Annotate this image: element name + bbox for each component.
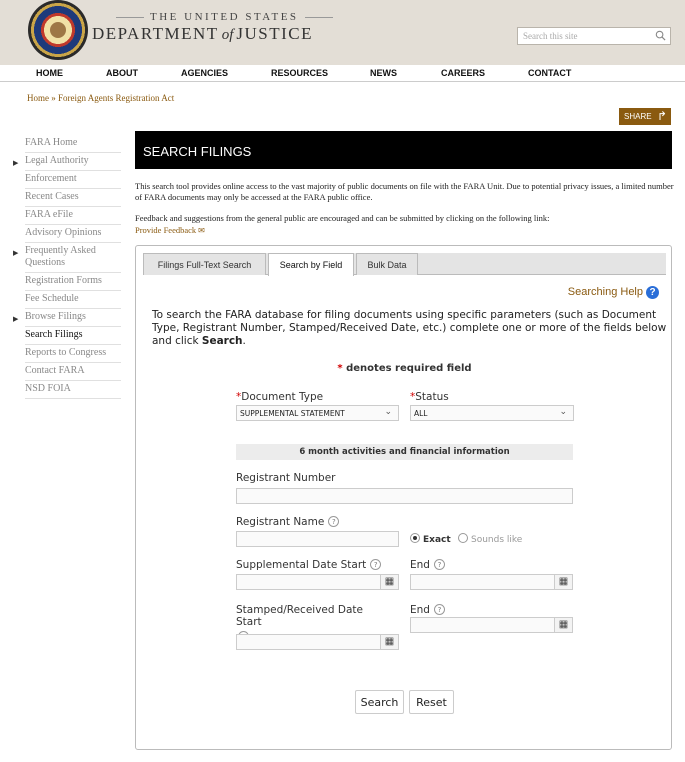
sidebar-item-label: Advisory Opinions [25, 227, 102, 238]
calendar-icon[interactable]: ▦ [554, 574, 573, 590]
nav-news[interactable]: NEWS [370, 68, 397, 78]
registrant-number-input[interactable] [236, 488, 573, 504]
registrant-name-input[interactable] [236, 531, 399, 547]
sidebar-item-nsd-foia[interactable] [25, 381, 121, 399]
sidebar-item-recent-cases[interactable] [25, 189, 121, 207]
search-button[interactable]: Search [355, 690, 404, 714]
help-question-icon: ? [646, 286, 659, 299]
sidebar-item-label: Frequently Asked Questions [25, 245, 96, 268]
breadcrumb[interactable]: Home » Foreign Agents Registration Act [27, 93, 175, 103]
stamped-start-label-text: Stamped/Received Date Start [236, 604, 363, 628]
nav-agencies[interactable]: AGENCIES [181, 68, 229, 78]
sidebar-item-fara-efile[interactable] [25, 207, 121, 225]
calendar-icon[interactable]: ▦ [380, 574, 399, 590]
sidebar-item-label: Search Filings [25, 329, 83, 340]
main-nav [0, 65, 685, 82]
sidebar-item-label: FARA eFile [25, 209, 73, 220]
chevron-down-icon: ⌄ [559, 407, 567, 417]
supplemental-start-label-text: Supplemental Date Start [236, 559, 367, 571]
sidebar-item-advisory-opinions[interactable] [25, 225, 121, 243]
doj-seal-logo[interactable] [28, 0, 88, 60]
required-field-note [136, 363, 673, 374]
searching-help-link[interactable] [568, 286, 659, 299]
site-title-right: JUSTICE [236, 24, 313, 43]
instructions-end: . [242, 335, 246, 347]
document-type-label-text: Document Type [241, 391, 324, 403]
supplemental-start-label [236, 559, 381, 571]
tab-full-text-search[interactable]: Filings Full-Text Search [143, 253, 266, 275]
stamped-start-input[interactable] [236, 634, 381, 650]
sidebar-item-enforcement[interactable] [25, 171, 121, 189]
search-instructions [152, 309, 667, 348]
site-title[interactable] [92, 24, 313, 44]
sidebar-item-reports-to-congress[interactable] [25, 345, 121, 363]
sidebar-item-contact-fara[interactable] [25, 363, 121, 381]
sidebar-item-search-filings[interactable] [25, 327, 121, 345]
sidebar-item-label: Legal Authority [25, 155, 89, 166]
nav-contact[interactable]: CONTACT [528, 68, 572, 78]
tab-search-by-field[interactable]: Search by Field [268, 253, 354, 276]
document-type-value: SUPPLEMENTAL STATEMENT [240, 409, 345, 418]
match-exact-label: Exact [423, 535, 451, 545]
share-arrow-icon: ↱ [656, 109, 667, 123]
calendar-icon[interactable]: ▦ [380, 634, 399, 650]
intro-text: This search tool provides online access to the vast majority of public documents on file with the FARA Unit. Due to potential privacy issues, a limited number of FARA documents may only be accessed at the FARA public office. [135, 181, 674, 202]
tab-bulk-data[interactable]: Bulk Data [356, 253, 418, 275]
instructions-text: To search the FARA database for filing documents using specific parameters (such as Document Type, Registrant Number, Stamped/Received Date, etc.) complete one or more of the fields below and click [152, 309, 667, 347]
site-search-placeholder: Search this site [523, 31, 578, 41]
expand-arrow-icon: ▶ [13, 315, 19, 323]
nav-home[interactable]: HOME [36, 68, 63, 78]
site-title-top: THE UNITED STATES [110, 11, 339, 23]
site-header [0, 0, 685, 65]
expand-arrow-icon: ▶ [13, 159, 19, 167]
feedback-text: Feedback and suggestions from the general public are encouraged and can be submitted by clicking on the following link: [135, 213, 550, 223]
match-sounds-like-label: Sounds like [471, 535, 523, 545]
registrant-number-label: Registrant Number [236, 472, 336, 484]
registrant-name-label [236, 516, 339, 528]
sidebar [13, 135, 121, 399]
sidebar-item-label: Contact FARA [25, 365, 85, 376]
stamped-end-label-text: End [410, 604, 430, 616]
status-select[interactable] [410, 405, 574, 421]
sidebar-item-label: Fee Schedule [25, 293, 79, 304]
search-icon[interactable] [655, 30, 666, 41]
instructions-search-word: Search [201, 335, 243, 347]
sidebar-item-label: NSD FOIA [25, 383, 71, 394]
registrant-name-label-text: Registrant Name [236, 516, 325, 528]
status-label-text: Status [415, 391, 449, 403]
sidebar-item-label: Reports to Congress [25, 347, 107, 358]
share-label: SHARE [624, 112, 652, 121]
reset-button[interactable]: Reset [409, 690, 454, 714]
sidebar-item-registration-forms[interactable] [25, 273, 121, 291]
site-title-of: of [221, 27, 234, 43]
nav-about[interactable]: ABOUT [106, 68, 138, 78]
supplemental-end-label [410, 559, 445, 571]
expand-arrow-icon: ▶ [13, 249, 19, 257]
supplemental-start-input[interactable] [236, 574, 381, 590]
supplemental-end-input[interactable] [410, 574, 555, 590]
document-type-label [236, 391, 323, 403]
radio-unselected-icon [458, 533, 468, 543]
sidebar-item-browse-filings[interactable] [13, 309, 121, 327]
sidebar-item-label: Recent Cases [25, 191, 79, 202]
feedback-link-label: Provide Feedback [135, 225, 197, 235]
page-title: SEARCH FILINGS [143, 144, 252, 159]
radio-selected-icon [410, 533, 420, 543]
section-heading: 6 month activities and financial information [236, 444, 573, 460]
sidebar-item-fee-schedule[interactable] [25, 291, 121, 309]
sidebar-item-fara-home[interactable] [25, 135, 121, 153]
sidebar-item-legal-authority[interactable] [13, 153, 121, 171]
match-sounds-like-radio[interactable] [458, 533, 522, 545]
required-star: * [337, 363, 343, 374]
status-value: ALL [414, 409, 428, 418]
stamped-end-label [410, 604, 445, 616]
site-title-left: DEPARTMENT [92, 24, 219, 43]
provide-feedback-link[interactable] [135, 225, 205, 235]
supplemental-end-label-text: End [410, 559, 430, 571]
searching-help-label: Searching Help [567, 286, 643, 298]
sidebar-item-faq[interactable] [13, 243, 121, 273]
search-panel [135, 245, 672, 750]
sidebar-item-label: Browse Filings [25, 311, 86, 322]
info-question-icon[interactable]: ? [434, 559, 445, 570]
mail-icon: ✉ [196, 226, 205, 235]
nav-resources[interactable]: RESOURCES [271, 68, 329, 78]
document-type-select[interactable] [236, 405, 399, 421]
stamped-end-input[interactable] [410, 617, 555, 633]
info-question-icon[interactable]: ? [434, 604, 445, 615]
site-search-input[interactable] [517, 27, 671, 45]
match-exact-radio[interactable] [410, 533, 451, 545]
calendar-icon[interactable]: ▦ [554, 617, 573, 633]
share-button[interactable] [619, 108, 671, 125]
page-title-bar [135, 131, 672, 169]
chevron-down-icon: ⌄ [384, 407, 392, 417]
required-star: * [236, 391, 242, 403]
status-label [410, 391, 449, 403]
search-tabs [143, 253, 666, 275]
nav-careers[interactable]: CAREERS [441, 68, 486, 78]
sidebar-item-label: FARA Home [25, 137, 78, 148]
sidebar-item-label: Enforcement [25, 173, 77, 184]
required-star: * [410, 391, 416, 403]
info-question-icon[interactable]: ? [370, 559, 381, 570]
sidebar-item-label: Registration Forms [25, 275, 102, 286]
required-note-text: denotes required field [342, 363, 472, 374]
info-question-icon[interactable]: ? [328, 516, 339, 527]
